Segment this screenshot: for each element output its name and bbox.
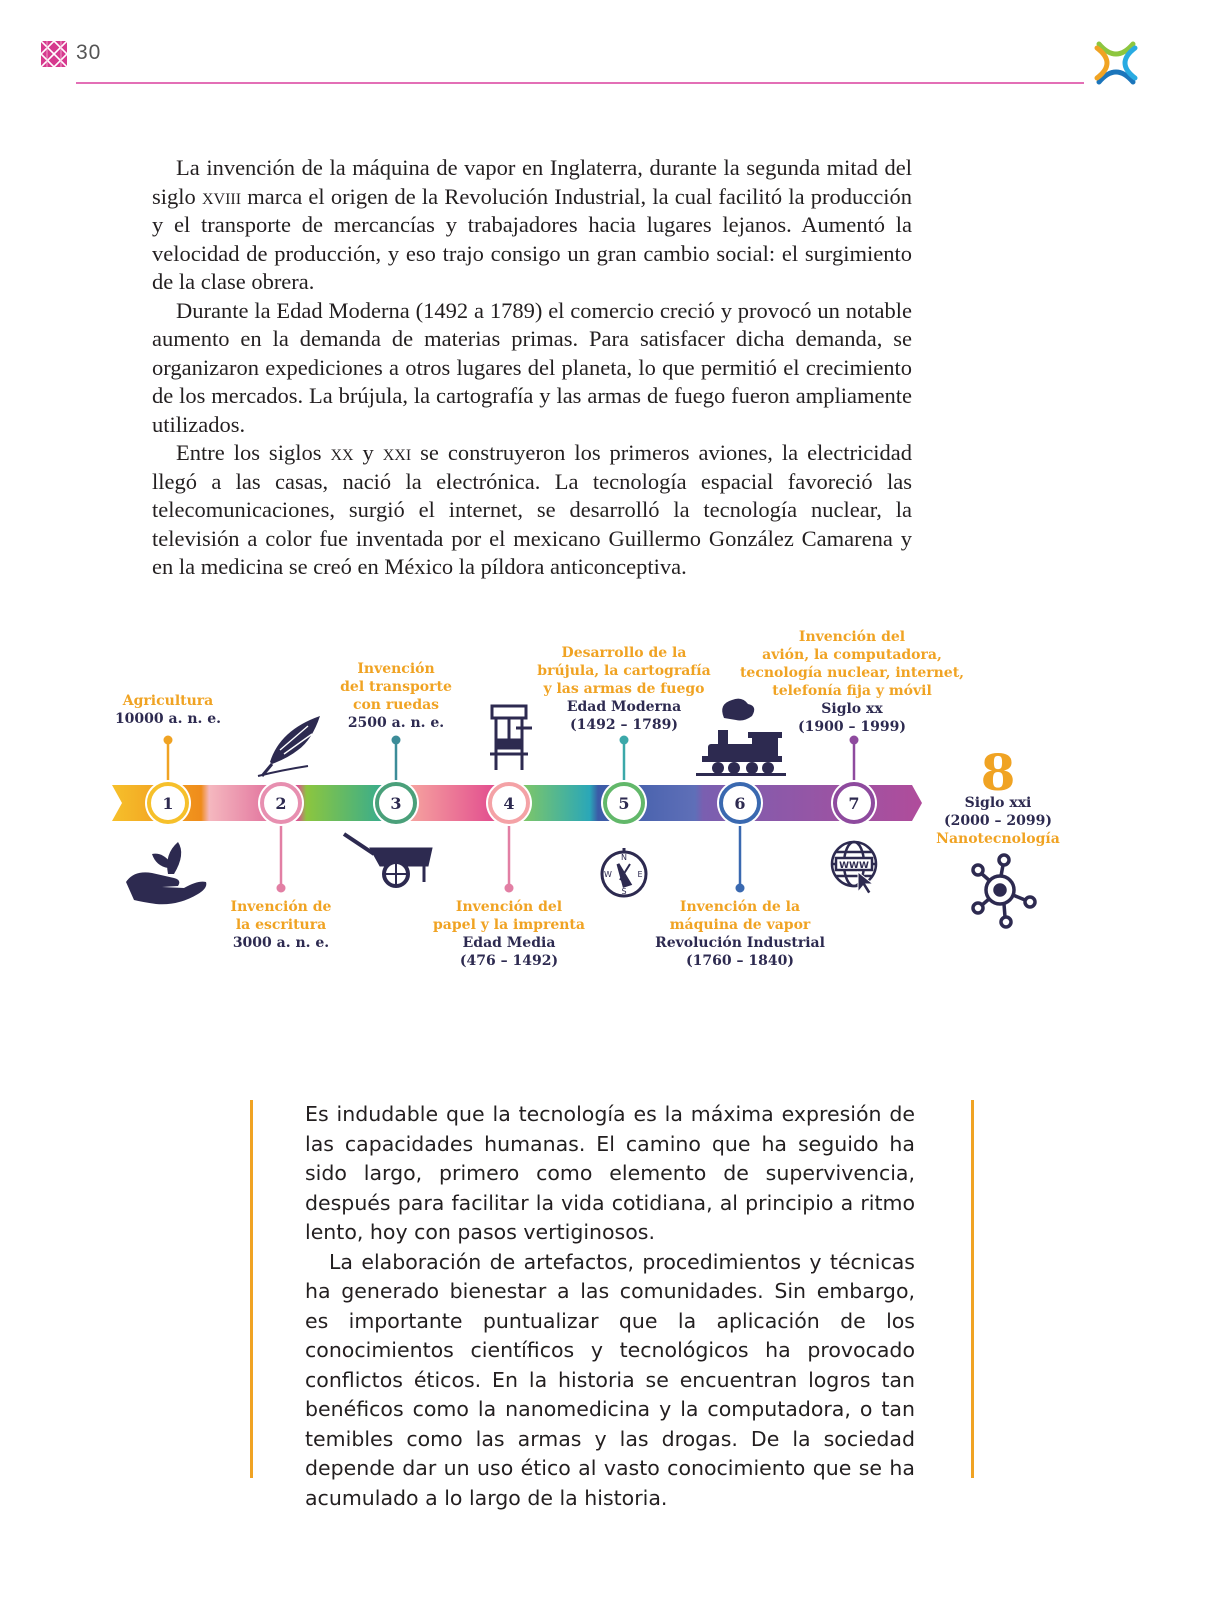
svg-text:N: N — [621, 853, 627, 862]
event-1-title: Agricultura — [122, 693, 214, 709]
event-6-title-1: Invención de la — [679, 899, 801, 915]
intro-paragraph-3: Entre los siglos xx y xxi se construyeron los primeros aviones, la electricidad llegó a las casas, nació la electrónica. La tecnología espacial favoreció las telecomunicaciones, surgió el internet, se desarrolló la tecnología nuclear, la televisión a color fue inventada por el mexicano Guillermo González Camarena y en la medicina se creó en México la píldora anticonceptiva. — [152, 440, 912, 579]
www-globe-icon — [832, 842, 876, 894]
timeline-marker-2-number: 2 — [275, 794, 287, 813]
event-5-title-1: Desarrollo de la — [561, 645, 687, 661]
event-3-label — [326, 660, 466, 732]
event-3-title-2: del transporte — [340, 679, 452, 695]
event-1-label — [112, 692, 224, 728]
intro-paragraph-2: Durante la Edad Moderna (1492 a 1789) el comercio creció y provocó un notable aumento en la demanda de materias primas. Para satisfacer dicha demanda, se organizaron expediciones a otros lugares del planeta, lo que permitió el crecimiento de los mercados. La brújula, la cartografía y las armas de fuego fueron ampliamente utilizados. — [152, 297, 912, 437]
event-4-label — [419, 898, 599, 970]
reflection-box — [250, 1100, 974, 1510]
timeline-marker-5 — [601, 780, 647, 826]
event-7-date-1: Siglo xx — [821, 701, 883, 717]
molecule-icon — [973, 855, 1035, 927]
intro-text — [152, 154, 912, 582]
event-5-title-2: brújula, la cartografía — [537, 663, 711, 679]
intro-paragraph-1: La invención de la máquina de vapor en Inglaterra, durante la segunda mitad del siglo xviii marca el origen de la Revolución Industrial, la cual facilitó la producción y el transporte de mercancías y trabajadores hacia lugares lejanos. Aumentó la velocidad de producción, y eso trajo consigo un gran cambio social: el surgimiento de la clase obrera. — [152, 155, 912, 294]
event-8-label — [928, 794, 1068, 848]
timeline-marker-6 — [717, 780, 763, 826]
event-2-label — [211, 898, 351, 952]
compass-icon — [602, 848, 646, 896]
event-7-title-2: avión, la computadora, — [762, 647, 942, 663]
event-7-date-2: (1900 – 1999) — [798, 719, 906, 735]
event-7-title-4: telefonía fija y móvil — [772, 683, 932, 699]
quill-icon — [258, 716, 320, 776]
reflection-text — [305, 1100, 915, 1513]
svg-text:E: E — [637, 870, 643, 879]
pattern-ornament-icon — [41, 41, 67, 67]
event-3-date: 2500 a. n. e. — [347, 715, 445, 731]
svg-text:S: S — [621, 887, 627, 896]
event-6-title-2: máquina de vapor — [669, 917, 811, 933]
event-7-label — [734, 628, 970, 736]
event-6-date-2: (1760 – 1840) — [686, 953, 794, 969]
event-8-title: Nanotecnología — [936, 831, 1060, 847]
reflection-paragraph-1: Es indudable que la tecnología es la máxima expresión de las capacidades humanas. El camino que ha seguido ha sido largo, primero como elemento de supervivencia, después para facilitar la vida cotidiana, al principio a ritmo lento, hoy con pasos vertiginosos. — [305, 1102, 915, 1244]
timeline-marker-5-number: 5 — [618, 794, 630, 813]
svg-text:W: W — [604, 870, 612, 879]
event-2-title-2: la escritura — [235, 917, 327, 933]
timeline-marker-7-number: 7 — [848, 794, 860, 813]
header-rule — [76, 82, 1084, 84]
hand-sprout-icon — [126, 842, 206, 904]
event-6-date-1: Revolución Industrial — [655, 935, 825, 951]
final-era-number: 8 — [980, 743, 1016, 802]
event-7-title-3: tecnología nuclear, internet, — [739, 665, 965, 681]
svg-text:WWW: WWW — [839, 861, 869, 871]
event-5-title-3: y las armas de fuego — [543, 681, 705, 697]
timeline-marker-1-number: 1 — [162, 794, 174, 813]
event-6-label — [640, 898, 840, 970]
event-5-date-2: (1492 – 1789) — [570, 717, 678, 733]
reflection-paragraph-2: La elaboración de artefactos, procedimientos y técnicas ha generado bienestar a las comunidades. Sin embargo, es importante puntualizar que la aplicación de los conocimientos científicos y tecnológicos ha provocado conflictos éticos. En la historia se encuentran logros tan benéficos como la nanomedicina y la computadora, o tan temibles como las armas y las drogas. De la sociedad depende dar un uso ético al vasto conocimiento que se ha acumulado a lo largo de la historia. — [305, 1249, 915, 1510]
timeline-marker-4-number: 4 — [503, 794, 515, 813]
timeline-marker-1 — [145, 780, 191, 826]
event-3-title-3: con ruedas — [352, 697, 440, 713]
event-4-date-1: Edad Media — [462, 935, 556, 951]
timeline-marker-6-number: 6 — [734, 794, 746, 813]
event-2-date: 3000 a. n. e. — [232, 935, 330, 951]
event-8-date-2: (2000 – 2099) — [944, 813, 1052, 829]
page-number: 30 — [76, 41, 102, 64]
timeline-marker-2 — [258, 780, 304, 826]
timeline-marker-7 — [831, 780, 877, 826]
event-8-date-1: Siglo xxi — [964, 795, 1032, 811]
event-2-title-1: Invención de — [230, 899, 332, 915]
event-4-date-2: (476 – 1492) — [459, 953, 559, 969]
event-3-title-1: Invención — [357, 661, 435, 677]
timeline-marker-3-number: 3 — [390, 794, 402, 813]
event-1-date: 10000 a. n. e. — [114, 711, 222, 727]
cart-icon — [344, 834, 432, 886]
timeline-marker-4 — [486, 780, 532, 826]
timeline-marker-3 — [373, 780, 419, 826]
event-5-label — [524, 644, 724, 734]
xx-logo-icon — [1093, 40, 1139, 86]
event-7-title-1: Invención del — [798, 629, 906, 645]
event-4-title-2: papel y la imprenta — [433, 917, 585, 933]
event-4-title-1: Invención del — [455, 899, 563, 915]
technology-timeline — [112, 630, 1102, 990]
event-5-date-1: Edad Moderna — [566, 699, 682, 715]
